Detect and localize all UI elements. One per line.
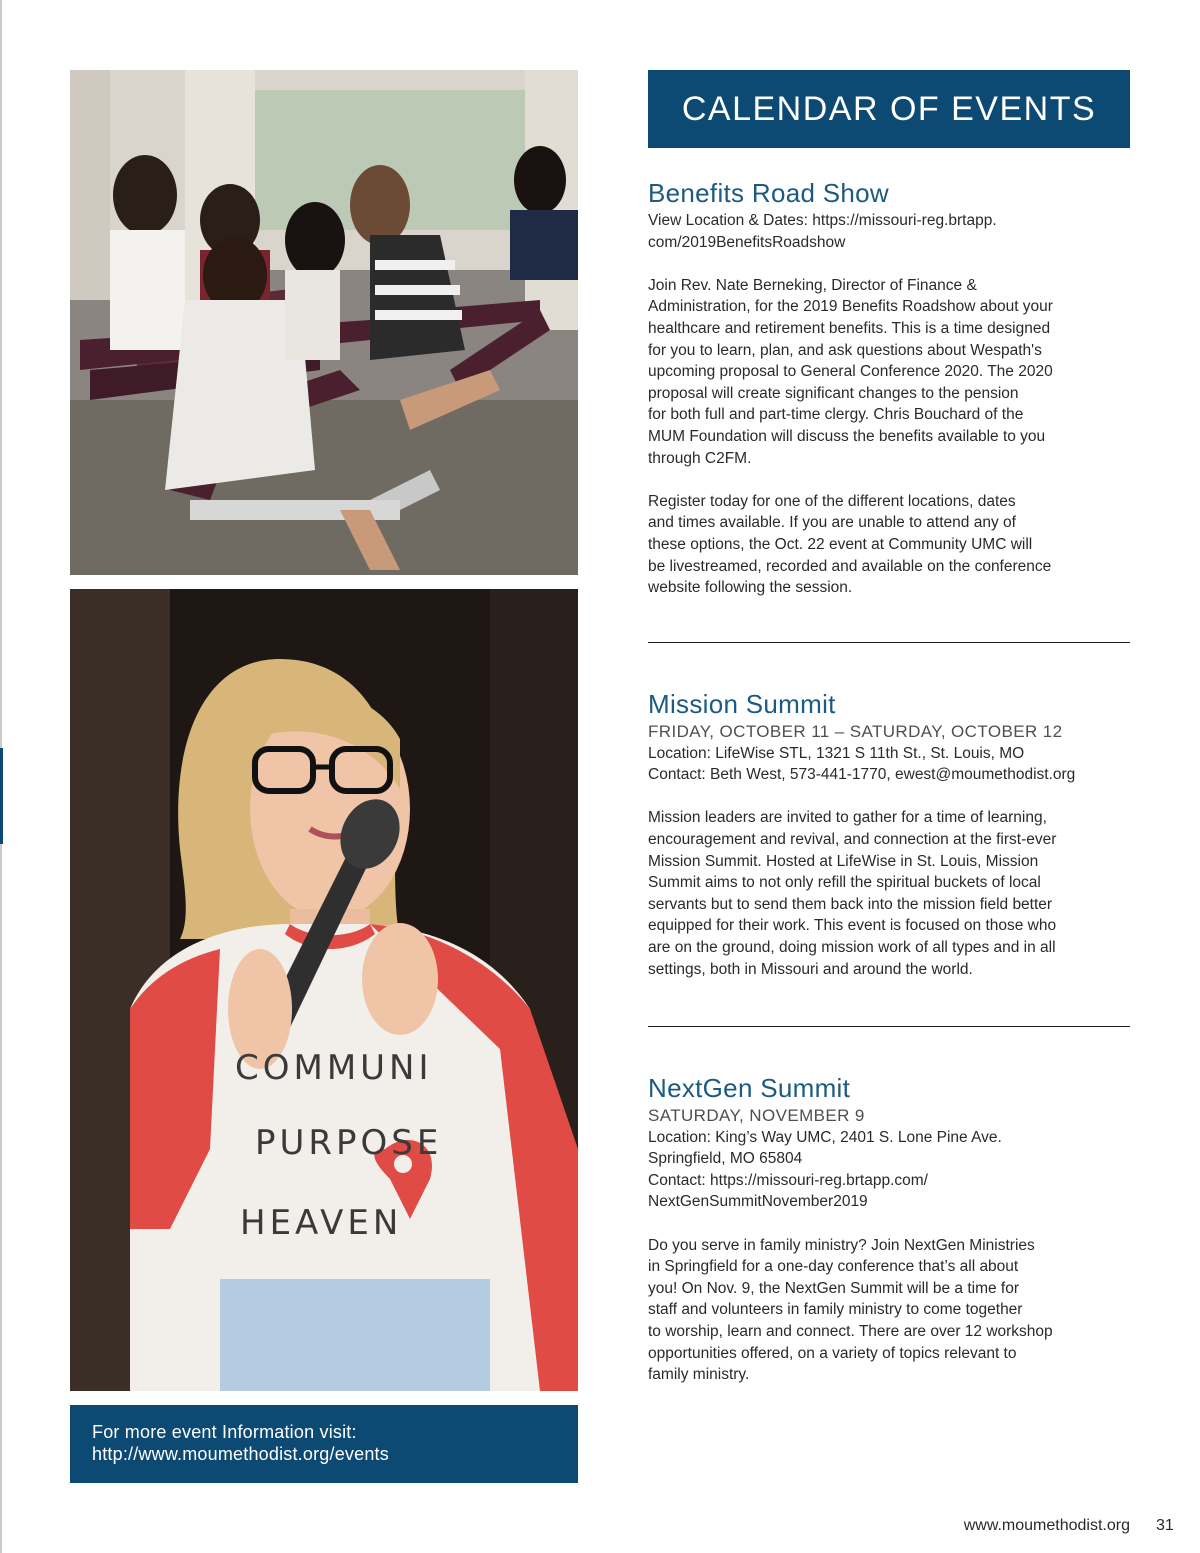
- event-description: [648, 491, 1130, 599]
- info-box-text: For more event Information visit:: [92, 1422, 357, 1442]
- calendar-title: CALENDAR OF EVENTS: [681, 89, 1097, 128]
- body-line: you! On Nov. 9, the NextGen Summit will be a time for: [648, 1279, 1019, 1297]
- info-box-link[interactable]: http://www.moumethodist.org/events: [92, 1444, 389, 1464]
- body-line: Mission Summit. Hosted at LifeWise in St. Louis, Mission: [648, 852, 1039, 870]
- event-location: Location: King’s Way UMC, 2401 S. Lone Pine Ave.: [648, 1128, 1002, 1146]
- body-line: Join Rev. Nate Berneking, Director of Finance &: [648, 276, 977, 294]
- event-mission-summit: [648, 689, 1130, 980]
- body-line: in Springfield for a one-day conference that’s all about: [648, 1258, 1019, 1276]
- event-date: SATURDAY, NOVEMBER 9: [648, 1106, 865, 1125]
- body-line: settings, both in Missouri and around the world.: [648, 960, 973, 978]
- body-line: upcoming proposal to General Conference 2020. The 2020: [648, 363, 1053, 381]
- body-line: Summit aims to not only refill the spiritual buckets of local: [648, 874, 1041, 892]
- body-line: Register today for one of the different locations, dates: [648, 492, 1016, 510]
- body-line: family ministry.: [648, 1366, 750, 1384]
- body-line: be livestreamed, recorded and available on the conference: [648, 557, 1052, 575]
- event-description: [648, 275, 1130, 469]
- body-line: proposal will create significant changes to the pension: [648, 384, 1019, 402]
- body-line: Administration, for the 2019 Benefits Roadshow about your: [648, 298, 1053, 316]
- event-contact: Contact: Beth West, 573-441-1770, ewest@moumethodist.org: [648, 766, 1076, 784]
- body-line: servants but to send them back into the mission field better: [648, 895, 1053, 913]
- event-nextgen-summit: [648, 1073, 1130, 1386]
- students-photo: [70, 70, 578, 575]
- shirt-text-line1: COMMUNI: [235, 1048, 433, 1088]
- body-line: encouragement and revival, and connection at the first-ever: [648, 830, 1057, 848]
- footer-website: www.moumethodist.org: [963, 1517, 1130, 1534]
- body-line: staff and volunteers in family ministry to come together: [648, 1301, 1023, 1319]
- section-divider: [648, 642, 1130, 643]
- event-detail-line: View Location & Dates: https://missouri-reg.brtapp.: [648, 212, 997, 229]
- event-date: FRIDAY, OCTOBER 11 – SATURDAY, OCTOBER 12: [648, 722, 1063, 741]
- body-line: these options, the Oct. 22 event at Community UMC will: [648, 535, 1033, 553]
- body-line: through C2FM.: [648, 449, 752, 467]
- shirt-text-line3: HEAVEN: [240, 1203, 403, 1243]
- event-description: [648, 1235, 1130, 1386]
- body-line: Do you serve in family ministry? Join NextGen Ministries: [648, 1236, 1035, 1254]
- body-line: website following the session.: [648, 579, 853, 597]
- body-line: for both full and part-time clergy. Chris Bouchard of the: [648, 406, 1024, 424]
- event-title: Benefits Road Show: [648, 178, 889, 208]
- event-benefits-road-show: [648, 178, 1130, 599]
- body-line: Mission leaders are invited to gather for a time of learning,: [648, 809, 1047, 827]
- event-contact-url: NextGenSummitNovember2019: [648, 1193, 868, 1211]
- body-line: healthcare and retirement benefits. This is a time designed: [648, 319, 1051, 337]
- body-line: to worship, learn and connect. There are over 12 workshop: [648, 1322, 1053, 1340]
- event-title: NextGen Summit: [648, 1073, 851, 1103]
- body-line: and times available. If you are unable to attend any of: [648, 514, 1016, 532]
- event-info-box: [70, 1405, 578, 1483]
- body-line: MUM Foundation will discuss the benefits available to you: [648, 427, 1046, 445]
- body-line: for you to learn, plan, and ask questions about Wespath's: [648, 341, 1042, 359]
- event-detail-line: com/2019BenefitsRoadshow: [648, 233, 846, 251]
- shirt-text-line2: PURPOSE: [255, 1123, 443, 1163]
- event-location: Location: LifeWise STL, 1321 S 11th St., St. Louis, MO: [648, 744, 1025, 762]
- event-title: Mission Summit: [648, 689, 836, 719]
- calendar-banner: [648, 70, 1130, 148]
- page-edge-tab: [0, 748, 3, 844]
- page-number: 31: [1156, 1517, 1174, 1534]
- speaker-photo: [70, 589, 578, 1391]
- body-line: are on the ground, doing mission work of all types and in all: [648, 938, 1056, 956]
- body-line: equipped for their work. This event is focused on those who: [648, 917, 1057, 935]
- event-contact: Contact: https://missouri-reg.brtapp.com/: [648, 1171, 928, 1189]
- body-line: opportunities offered, on a variety of topics relevant to: [648, 1344, 1017, 1362]
- event-description: [648, 807, 1130, 980]
- event-location-city: Springfield, MO 65804: [648, 1150, 803, 1168]
- section-divider: [648, 1026, 1130, 1027]
